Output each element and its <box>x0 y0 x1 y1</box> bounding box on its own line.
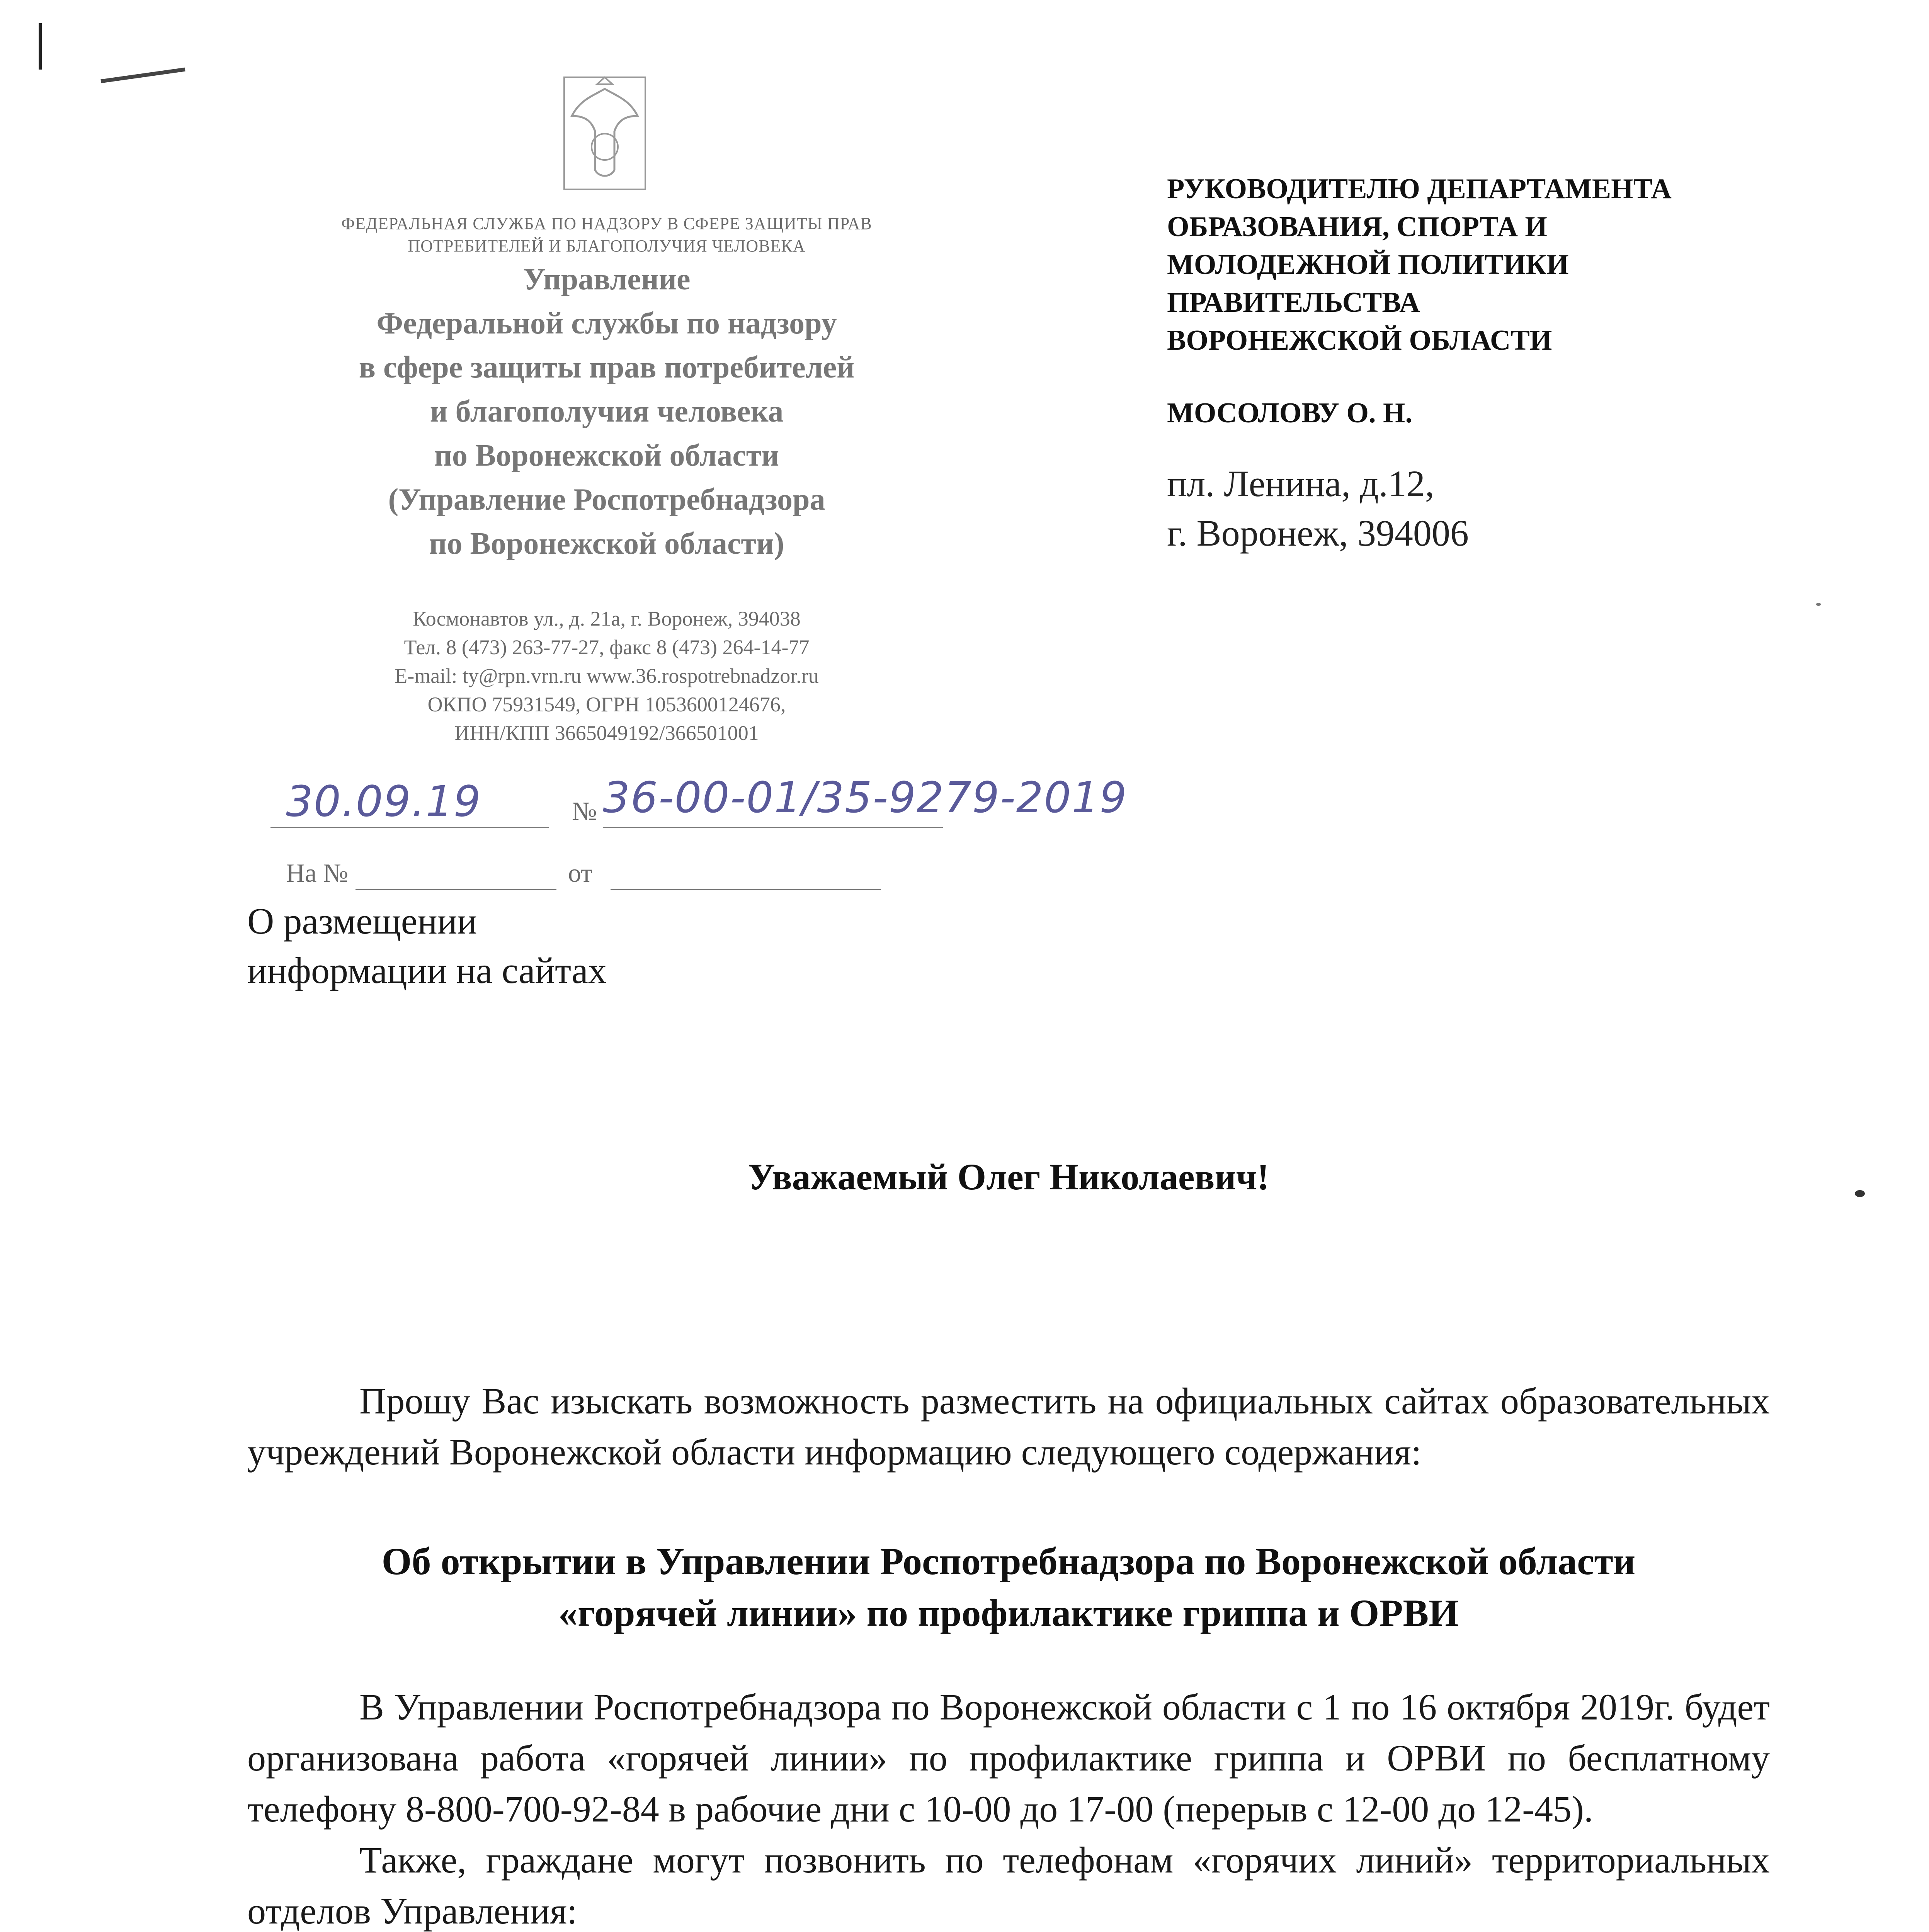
reference-date-line <box>611 889 881 890</box>
recipient-address-line-2: г. Воронеж, 394006 <box>1167 512 1469 554</box>
coat-of-arms-emblem <box>560 73 649 193</box>
recipient-address-line-1: пл. Ленина, д.12, <box>1167 463 1434 504</box>
org-name-line-2: Федеральной службы по надзору <box>376 306 837 340</box>
recipient-block <box>1167 170 1785 558</box>
scan-speck <box>1816 603 1821 606</box>
subject-line-2: информации на сайтах <box>247 950 607 991</box>
scan-stroke-mark <box>100 68 185 83</box>
recipient-line-4: ПРАВИТЕЛЬСТВА <box>1167 287 1420 318</box>
org-phone: Тел. 8 (473) 263-77-27, факс 8 (473) 264-14-77 <box>404 636 810 659</box>
intro-paragraph: Прошу Вас изыскать возможность разместить на официальных сайтах образовательных учреждений Воронежской области информацию следующего содержания: <box>247 1380 1770 1473</box>
recipient-line-3: МОЛОДЕЖНОЙ ПОЛИТИКИ <box>1167 249 1569 281</box>
recipient-line-5: ВОРОНЕЖСКОЙ ОБЛАСТИ <box>1167 325 1552 356</box>
org-parent-line-1: ФЕДЕРАЛЬНАЯ СЛУЖБА ПО НАДЗОРУ В СФЕРЕ ЗАЩИТЫ ПРАВ <box>341 214 872 233</box>
recipient-line-1: РУКОВОДИТЕЛЮ ДЕПАРТАМЕНТА <box>1167 173 1672 205</box>
org-okpo-ogrn: ОКПО 75931549, ОГРН 1053600124676, <box>427 693 786 716</box>
org-name-line-1: Управление <box>523 262 691 296</box>
recipient-name: МОСОЛОВУ О. Н. <box>1167 397 1413 429</box>
number-underline <box>603 827 943 828</box>
subject-line-1: О размещении <box>247 900 477 942</box>
recipient-line-2: ОБРАЗОВАНИЯ, СПОРТА И <box>1167 211 1547 243</box>
reference-number-label: На № <box>286 858 349 888</box>
org-inn-kpp: ИНН/КПП 3665049192/366501001 <box>454 721 759 745</box>
subject-block <box>247 896 827 995</box>
org-name-line-5: по Воронежской области <box>434 439 779 473</box>
reference-number-line <box>356 889 556 890</box>
notice-heading-line-1: Об открытии в Управлении Роспотребнадзора по Воронежской области <box>381 1540 1636 1583</box>
greeting: Уважаемый Олег Николаевич! <box>748 1156 1269 1197</box>
org-name-line-4: и благополучия человека <box>430 395 784 429</box>
scan-margin-mark <box>39 23 42 70</box>
registration-number-sign: № <box>572 796 597 826</box>
registration-date: 30.09.19 <box>286 777 481 826</box>
org-name-line-7: по Воронежской области) <box>429 527 784 561</box>
scan-speck <box>1855 1190 1865 1197</box>
reference-date-label: от <box>568 858 592 888</box>
org-name-line-6: (Управление Роспотребнадзора <box>388 483 825 517</box>
org-name-line-3: в сфере защиты прав потребителей <box>359 350 855 384</box>
org-parent-line-2: ПОТРЕБИТЕЛЕЙ И БЛАГОПОЛУЧИЯ ЧЕЛОВЕКА <box>408 236 806 255</box>
org-email-web: E-mail: ty@rpn.vrn.ru www.36.rospotrebnadzor.ru <box>395 664 819 687</box>
letterhead <box>216 213 997 747</box>
territorial-intro-paragraph: Также, граждане могут позвонить по телефонам «горячих линий» территориальных отделов Управления: <box>247 1839 1770 1932</box>
notice-heading-line-2: «горячей линии» по профилактике гриппа и ОРВИ <box>558 1592 1459 1634</box>
letter-body <box>247 1376 1770 1932</box>
date-underline <box>270 827 549 828</box>
hotline-paragraph: В Управлении Роспотребнадзора по Воронежской области с 1 по 16 октября 2019г. будет организована работа «горячей линии» по профилактике гриппа и ОРВИ по бесплатному телефону 8-800-700-92-84 в рабочие дни с 10-00 до 17-00 (перерыв с 12-00 до 12-45). <box>247 1686 1770 1830</box>
registration-number: 36-00-01/35-9279-2019 <box>603 773 1128 822</box>
org-address: Космонавтов ул., д. 21а, г. Воронеж, 394038 <box>413 607 801 630</box>
emblem-icon <box>560 73 649 193</box>
